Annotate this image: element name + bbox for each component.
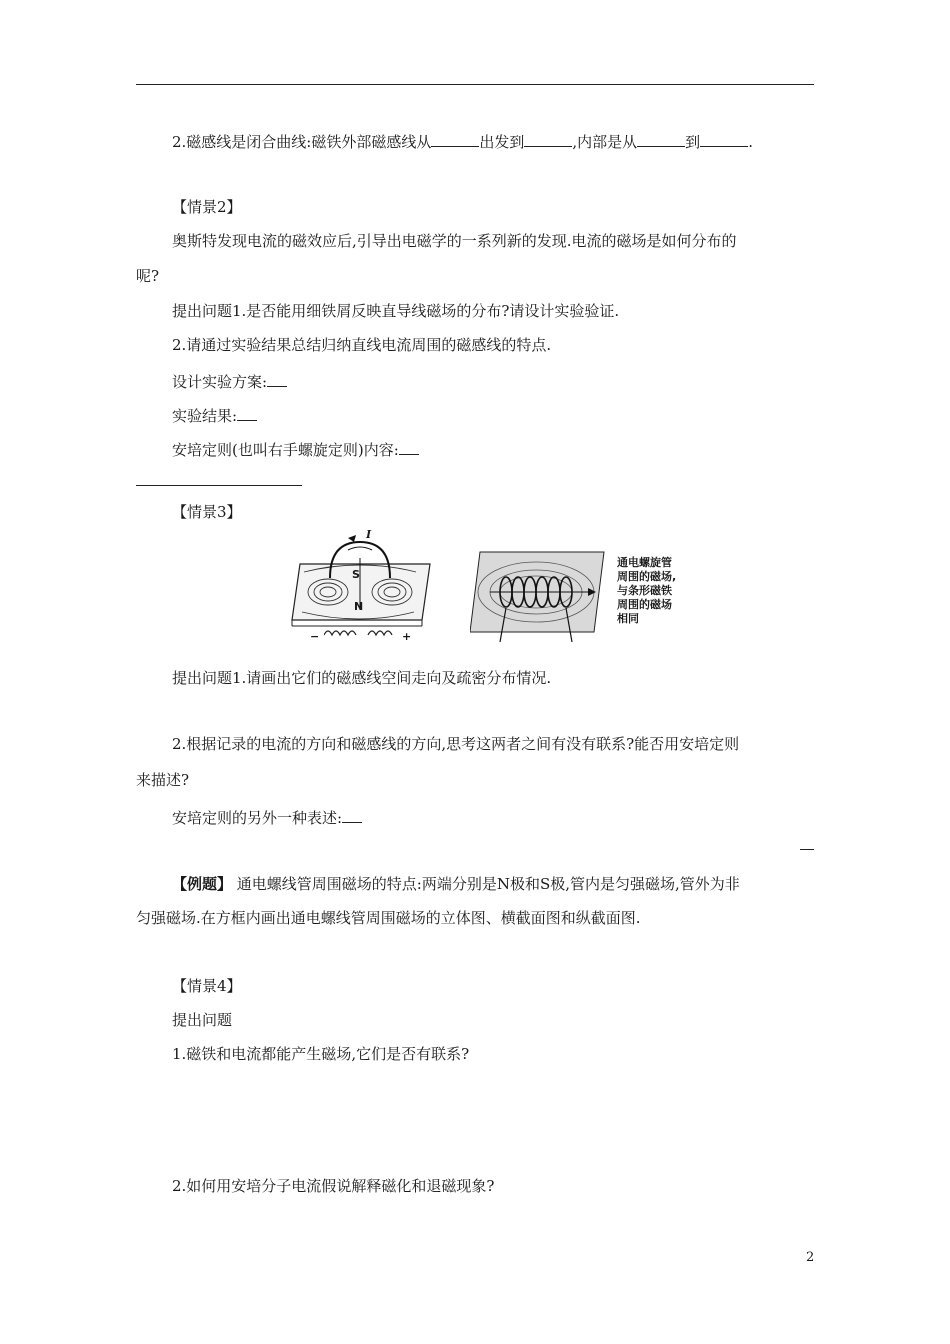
text-segment: 出发到 xyxy=(479,133,525,151)
answer-rule xyxy=(800,849,814,850)
question: 1.磁铁和电流都能产生磁场,它们是否有联系? xyxy=(172,1045,470,1063)
coil-figure xyxy=(290,528,440,646)
example-line xyxy=(172,874,740,894)
fill-blank[interactable] xyxy=(431,130,479,147)
fill-blank[interactable] xyxy=(524,130,572,147)
design-plan-line xyxy=(172,370,287,392)
text-segment: ,内部是从 xyxy=(572,133,638,151)
ampere-alt-line xyxy=(172,806,362,828)
solenoid-figure xyxy=(470,548,610,646)
result-line xyxy=(172,404,257,426)
example-label: 【例题】 xyxy=(172,875,233,893)
question: 来描述? xyxy=(136,771,190,789)
fill-blank[interactable] xyxy=(700,130,748,147)
pole-n-label: N xyxy=(354,600,364,613)
paragraph: 呢? xyxy=(136,267,160,285)
question: 提出问题1.请画出它们的磁感线空间走向及疏密分布情况. xyxy=(172,669,552,687)
section-title-2: 【情景2】 xyxy=(172,198,242,216)
pole-s-label: S xyxy=(352,568,360,581)
fill-blank[interactable] xyxy=(399,438,419,455)
fill-blank[interactable] xyxy=(637,130,685,147)
current-label: I xyxy=(366,528,372,541)
paragraph: 奥斯特发现电流的磁效应后,引导出电磁学的一系列新的发现.电流的磁场是如何分布的 xyxy=(172,232,737,250)
label: 安培定则的另外一种表述: xyxy=(172,809,343,827)
fill-blank[interactable] xyxy=(342,806,362,823)
ask-label: 提出问题 xyxy=(172,1011,233,1029)
minus-label: − xyxy=(310,630,320,643)
answer-rule xyxy=(136,485,302,486)
fill-blank[interactable] xyxy=(267,370,287,387)
header-rule xyxy=(136,84,814,85)
section-title-3: 【情景3】 xyxy=(172,503,242,521)
question: 2.如何用安培分子电流假说解释磁化和退磁现象? xyxy=(172,1177,495,1195)
label: 实验结果: xyxy=(172,407,238,425)
fill-blank[interactable] xyxy=(237,404,257,421)
caption-line: 周围的磁场, xyxy=(617,570,677,583)
solenoid-caption xyxy=(617,556,697,630)
question: 提出问题1.是否能用细铁屑反映直导线磁场的分布?请设计实验验证. xyxy=(172,302,620,320)
caption-line: 通电螺旋管 xyxy=(617,556,672,569)
example-text: 通电螺线管周围磁场的特点:两端分别是N极和S极,管内是匀强磁场,管外为非 xyxy=(232,875,740,893)
text-segment: 到 xyxy=(685,133,701,151)
text-segment: . xyxy=(748,133,753,151)
example-text: 匀强磁场.在方框内画出通电螺线管周围磁场的立体图、横截面图和纵截面图. xyxy=(136,909,641,927)
label: 设计实验方案: xyxy=(172,373,268,391)
text-segment: 2.磁感线是闭合曲线:磁铁外部磁感线从 xyxy=(172,133,432,151)
section-title-4: 【情景4】 xyxy=(172,977,242,995)
caption-line: 相同 xyxy=(617,612,639,625)
page-number: 2 xyxy=(806,1250,815,1265)
ampere-rule-line xyxy=(172,438,419,460)
plus-label: + xyxy=(402,630,412,643)
magnetic-lines-closed-question xyxy=(172,130,753,152)
caption-line: 与条形磁铁 xyxy=(617,584,672,597)
question: 2.请通过实验结果总结归纳直线电流周围的磁感线的特点. xyxy=(172,336,552,354)
label: 安培定则(也叫右手螺旋定则)内容: xyxy=(172,441,399,459)
caption-line: 周围的磁场 xyxy=(617,598,672,611)
question: 2.根据记录的电流的方向和磁感线的方向,思考这两者之间有没有联系?能否用安培定则 xyxy=(172,735,740,753)
wire-coil-icon xyxy=(324,628,404,642)
